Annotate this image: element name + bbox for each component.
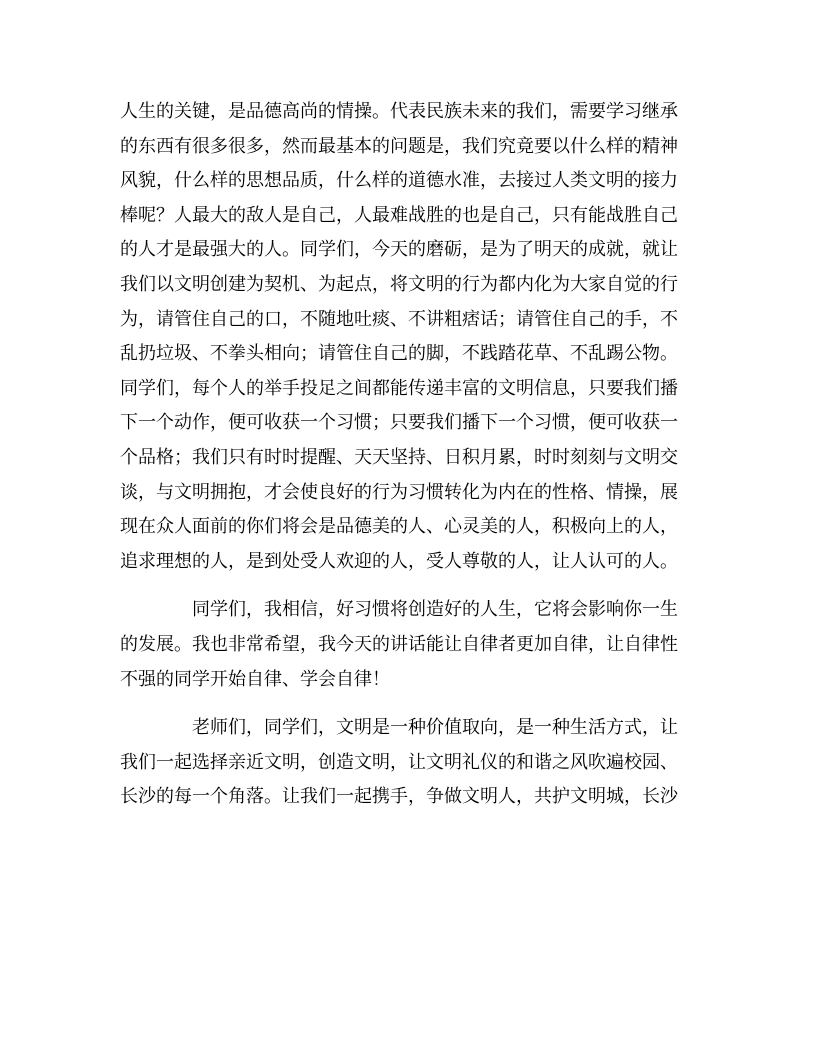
text-line: 风貌，什么样的思想品质，什么样的道德水准，去接过人类文明的接力 [120,170,678,192]
text-line: 人生的关键，是品德高尚的情操。代表民族未来的我们，需要学习继承 [120,101,678,122]
text-line: 长沙的每一个角落。让我们一起携手，争做文明人，共护文明城，长沙 [120,786,678,808]
text-line: 个品格；我们只有时时提醒、天天坚持、日积月累，时时刻刻与文明交 [120,446,678,468]
text-line: 的东西有很多很多，然而最基本的问题是，我们究竟要以什么样的精神 [120,135,678,157]
text-line: 追求理想的人，是到处受人欢迎的人，受人尊敬的人，让人认可的人。 [120,550,678,572]
text-line: 乱扔垃圾、不拳头相向；请管住自己的脚，不践踏花草、不乱踢公物。 [120,343,678,365]
text-line: 棒呢？人最大的敌人是自己，人最难战胜的也是自己，只有能战胜自己 [120,204,678,226]
text-line: 为，请管住自己的口，不随地吐痰、不讲粗痞话；请管住自己的手，不 [120,308,678,330]
text-line: 我们以文明创建为契机、为起点，将文明的行为都内化为大家自觉的行 [120,273,678,295]
body-text [120,95,696,815]
text-line: 同学们，每个人的举手投足之间都能传递丰富的文明信息，只要我们播 [120,377,678,399]
text-line: 同学们，我相信，好习惯将创造好的人生，它将会影响你一生 [192,599,678,621]
text-line: 的发展。我也非常希望，我今天的讲话能让自律者更加自律，让自律性 [120,633,678,655]
paragraph-2 [120,593,696,697]
text-line: 老师们，同学们，文明是一种价值取向，是一种生活方式，让 [192,717,678,739]
text-line: 现在众人面前的你们将会是品德美的人、心灵美的人，积极向上的人， [120,516,678,538]
text-line: 谈，与文明拥抱，才会使良好的行为习惯转化为内在的性格、情操，展 [120,481,678,503]
text-line: 我们一起选择亲近文明，创造文明，让文明礼仪的和谐之风吹遍校园、 [120,751,678,773]
paragraph-3 [120,711,696,815]
text-line: 不强的同学开始自律、学会自律！ [120,668,390,690]
text-line: 下一个动作，便可收获一个习惯；只要我们播下一个习惯，便可收获一 [120,412,678,434]
text-line: 的人才是最强大的人。同学们，今天的磨砺，是为了明天的成就，就让 [120,239,678,261]
paragraph-1 [120,95,696,579]
